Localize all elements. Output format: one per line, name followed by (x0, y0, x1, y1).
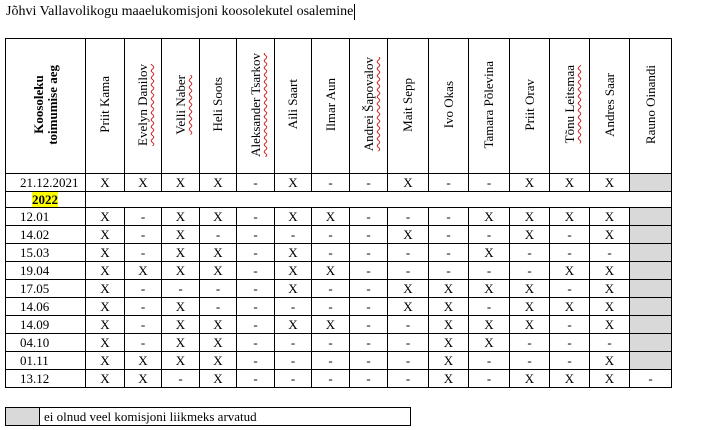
attendance-cell: X (550, 208, 590, 226)
attendance-cell: - (350, 226, 388, 244)
attendance-cell: - (590, 334, 630, 352)
attendance-cell: X (429, 352, 469, 370)
attendance-cell: - (469, 262, 510, 280)
meeting-date: 21.12.2021 (6, 174, 86, 192)
attendance-cell: X (86, 280, 125, 298)
attendance-cell: X (469, 280, 510, 298)
attendance-cell (630, 316, 672, 334)
meeting-date: 13.12 (6, 370, 86, 388)
table-row (6, 316, 672, 334)
attendance-cell: - (350, 334, 388, 352)
attendance-cell: X (510, 316, 550, 334)
attendance-cell: X (125, 352, 162, 370)
attendance-cell: - (550, 334, 590, 352)
attendance-cell: - (510, 244, 550, 262)
attendance-cell: X (275, 280, 312, 298)
attendance-cell: - (350, 316, 388, 334)
meeting-date: 12.01 (6, 208, 86, 226)
attendance-cell: - (312, 280, 350, 298)
table-row (6, 334, 672, 352)
attendance-cell (630, 352, 672, 370)
attendance-cell: X (388, 298, 429, 316)
member-name: Heli Soots (210, 77, 225, 132)
attendance-cell: X (590, 352, 630, 370)
attendance-cell: X (162, 244, 200, 262)
attendance-cell: X (429, 334, 469, 352)
attendance-cell: - (388, 244, 429, 262)
attendance-cell: X (275, 174, 312, 192)
attendance-cell: X (388, 226, 429, 244)
attendance-cell: X (275, 316, 312, 334)
table-row (6, 244, 672, 262)
table-row (6, 262, 672, 280)
member-name: Andres Saar (601, 72, 617, 137)
member-name: Andrei Šapovalov (360, 57, 376, 152)
attendance-cell: X (200, 352, 237, 370)
attendance-cell: - (429, 174, 469, 192)
attendance-cell: X (162, 334, 200, 352)
attendance-cell: X (200, 174, 237, 192)
attendance-cell: - (388, 262, 429, 280)
member-header (590, 39, 630, 174)
attendance-cell: X (86, 298, 125, 316)
attendance-cell: X (590, 226, 630, 244)
attendance-cell: X (162, 262, 200, 280)
attendance-cell: - (275, 226, 312, 244)
attendance-cell: - (550, 280, 590, 298)
attendance-cell: - (388, 316, 429, 334)
meeting-date-header-line2: toimumise aeg (44, 64, 60, 145)
meeting-date: 14.09 (6, 316, 86, 334)
attendance-cell: - (550, 352, 590, 370)
attendance-cell: - (200, 226, 237, 244)
meeting-date: 19.04 (6, 262, 86, 280)
attendance-cell: X (200, 244, 237, 262)
attendance-cell: - (125, 226, 162, 244)
attendance-cell: X (162, 208, 200, 226)
attendance-cell: X (200, 262, 237, 280)
attendance-cell: - (237, 352, 275, 370)
attendance-cell: X (312, 316, 350, 334)
attendance-cell: X (510, 280, 550, 298)
attendance-cell: X (312, 208, 350, 226)
attendance-cell: X (469, 244, 510, 262)
attendance-cell: - (350, 208, 388, 226)
meeting-date: 04.10 (6, 334, 86, 352)
attendance-cell: - (469, 226, 510, 244)
meeting-date: 01.11 (6, 352, 86, 370)
attendance-cell: - (388, 352, 429, 370)
attendance-cell: X (429, 370, 469, 388)
attendance-cell: X (86, 370, 125, 388)
attendance-cell: - (350, 244, 388, 262)
table-row (6, 352, 672, 370)
member-header (350, 39, 388, 174)
attendance-cell: X (125, 370, 162, 388)
attendance-cell: X (86, 262, 125, 280)
attendance-cell: X (162, 226, 200, 244)
attendance-cell: - (125, 280, 162, 298)
attendance-cell: X (200, 316, 237, 334)
attendance-cell: X (200, 370, 237, 388)
member-header (388, 39, 429, 174)
member-name: Mait Sepp (400, 77, 415, 132)
attendance-cell: - (469, 174, 510, 192)
attendance-cell: - (237, 208, 275, 226)
table-row (6, 298, 672, 316)
attendance-cell: X (469, 208, 510, 226)
attendance-cell: X (275, 262, 312, 280)
attendance-cell: - (125, 244, 162, 262)
member-name: Aili Saart (285, 79, 300, 130)
attendance-cell: X (590, 262, 630, 280)
attendance-cell: - (550, 244, 590, 262)
member-header (125, 39, 162, 174)
attendance-cell: X (312, 262, 350, 280)
header-row (6, 39, 672, 174)
legend (5, 407, 411, 426)
attendance-cell: - (275, 352, 312, 370)
attendance-cell: X (550, 174, 590, 192)
attendance-cell: - (237, 226, 275, 244)
attendance-cell: - (125, 298, 162, 316)
year-row-filler (86, 192, 672, 208)
member-header (469, 39, 510, 174)
attendance-cell: - (350, 280, 388, 298)
attendance-cell: - (275, 298, 312, 316)
attendance-cell: - (590, 244, 630, 262)
attendance-cell: X (86, 208, 125, 226)
meeting-date-header-line1: Koosoleku (30, 75, 46, 134)
attendance-cell: - (429, 226, 469, 244)
attendance-cell: - (312, 298, 350, 316)
attendance-cell: - (275, 334, 312, 352)
meeting-date: 17.05 (6, 280, 86, 298)
attendance-cell: - (510, 352, 550, 370)
attendance-cell: - (469, 370, 510, 388)
attendance-cell: X (590, 280, 630, 298)
attendance-cell: - (312, 244, 350, 262)
meeting-date: 14.06 (6, 298, 86, 316)
meeting-date: 14.02 (6, 226, 86, 244)
attendance-cell: X (550, 298, 590, 316)
attendance-cell: - (350, 262, 388, 280)
member-header (550, 39, 590, 174)
attendance-cell: - (312, 174, 350, 192)
attendance-cell: X (510, 208, 550, 226)
member-header (86, 39, 125, 174)
attendance-cell: X (388, 174, 429, 192)
attendance-cell: - (312, 226, 350, 244)
attendance-cell: - (429, 262, 469, 280)
attendance-cell (630, 208, 672, 226)
member-header (275, 39, 312, 174)
year-row (6, 192, 672, 208)
attendance-cell: - (125, 316, 162, 334)
attendance-cell: - (350, 352, 388, 370)
attendance-cell: X (162, 298, 200, 316)
attendance-cell: X (200, 208, 237, 226)
table-row (6, 208, 672, 226)
attendance-cell: X (550, 370, 590, 388)
attendance-cell (630, 244, 672, 262)
attendance-cell (630, 262, 672, 280)
table-row (6, 280, 672, 298)
attendance-cell: X (510, 370, 550, 388)
attendance-cell: - (550, 316, 590, 334)
attendance-cell: - (237, 280, 275, 298)
member-name: Ilmar Aun (322, 77, 338, 132)
attendance-cell: X (429, 280, 469, 298)
member-header (162, 39, 200, 174)
attendance-cell: - (162, 280, 200, 298)
table-row (6, 226, 672, 244)
attendance-cell: - (275, 370, 312, 388)
attendance-cell: X (590, 208, 630, 226)
member-name: Evelyn Danilov (135, 63, 150, 146)
attendance-cell: - (125, 208, 162, 226)
member-name: Aleksander Tsarkov (247, 52, 263, 157)
attendance-cell: - (350, 370, 388, 388)
attendance-cell: X (429, 298, 469, 316)
attendance-cell: - (312, 352, 350, 370)
attendance-cell: - (237, 298, 275, 316)
attendance-cell: - (388, 208, 429, 226)
attendance-cell: - (350, 174, 388, 192)
attendance-cell: X (550, 262, 590, 280)
attendance-cell: X (125, 262, 162, 280)
attendance-cell: - (237, 244, 275, 262)
attendance-cell: - (162, 370, 200, 388)
attendance-cell: X (590, 174, 630, 192)
attendance-cell: - (429, 208, 469, 226)
member-header (312, 39, 350, 174)
attendance-cell: X (200, 334, 237, 352)
member-name: Rauno Oinandi (642, 64, 658, 145)
member-name: Velli Naber (172, 74, 188, 135)
member-name: Priit Kama (97, 76, 112, 133)
attendance-cell: X (275, 208, 312, 226)
attendance-cell: X (162, 316, 200, 334)
attendance-cell: - (200, 280, 237, 298)
member-name: Ivo Okas (440, 80, 456, 129)
member-header (237, 39, 275, 174)
attendance-cell (630, 174, 672, 192)
attendance-cell: - (469, 352, 510, 370)
legend-gray-swatch (6, 408, 40, 426)
attendance-cell: - (237, 316, 275, 334)
meeting-date: 15.03 (6, 244, 86, 262)
attendance-cell: X (162, 174, 200, 192)
attendance-cell (630, 298, 672, 316)
attendance-cell: X (86, 226, 125, 244)
attendance-cell: X (388, 280, 429, 298)
attendance-cell: X (510, 174, 550, 192)
attendance-cell: X (510, 226, 550, 244)
attendance-cell: - (388, 370, 429, 388)
member-name: Tamara Põlevina (481, 60, 496, 149)
attendance-cell: - (312, 370, 350, 388)
attendance-cell: X (429, 316, 469, 334)
year-label: 2022 (32, 191, 58, 207)
attendance-cell (630, 226, 672, 244)
member-header (200, 39, 237, 174)
attendance-cell: - (630, 370, 672, 388)
attendance-cell: - (200, 298, 237, 316)
attendance-cell: - (237, 334, 275, 352)
attendance-cell: X (590, 370, 630, 388)
attendance-cell: - (510, 262, 550, 280)
table-row (6, 174, 672, 192)
member-header (510, 39, 550, 174)
attendance-cell: X (469, 316, 510, 334)
attendance-cell (630, 280, 672, 298)
attendance-cell: X (510, 298, 550, 316)
attendance-cell: X (275, 244, 312, 262)
attendance-cell: - (312, 334, 350, 352)
attendance-cell: - (350, 298, 388, 316)
attendance-cell: X (86, 244, 125, 262)
table-row (6, 370, 672, 388)
attendance-cell: - (237, 262, 275, 280)
attendance-cell (630, 334, 672, 352)
attendance-cell: X (86, 174, 125, 192)
attendance-cell: - (550, 226, 590, 244)
attendance-cell: X (590, 316, 630, 334)
attendance-cell: X (86, 352, 125, 370)
attendance-cell: - (237, 370, 275, 388)
meeting-date-header (6, 39, 86, 174)
attendance-cell: - (469, 298, 510, 316)
attendance-cell: X (86, 316, 125, 334)
attendance-cell: X (590, 298, 630, 316)
attendance-cell: - (125, 334, 162, 352)
attendance-cell: X (86, 334, 125, 352)
member-header (429, 39, 469, 174)
attendance-cell: - (237, 174, 275, 192)
attendance-cell: X (162, 352, 200, 370)
attendance-cell: - (510, 334, 550, 352)
attendance-cell: - (429, 244, 469, 262)
attendance-cell: X (125, 174, 162, 192)
document-title: Jõhvi Vallavolikogu maaelukomisjoni koosolekutel osalemine (6, 4, 354, 19)
attendance-table (5, 38, 672, 388)
attendance-cell: - (388, 334, 429, 352)
attendance-cell: X (469, 334, 510, 352)
member-name: Priit Orav (521, 78, 537, 131)
member-name: Tõnu Leitsmaa (561, 65, 577, 144)
legend-text: ei olnud veel komisjoni liikmeks arvatud (40, 408, 411, 426)
member-header (630, 39, 672, 174)
